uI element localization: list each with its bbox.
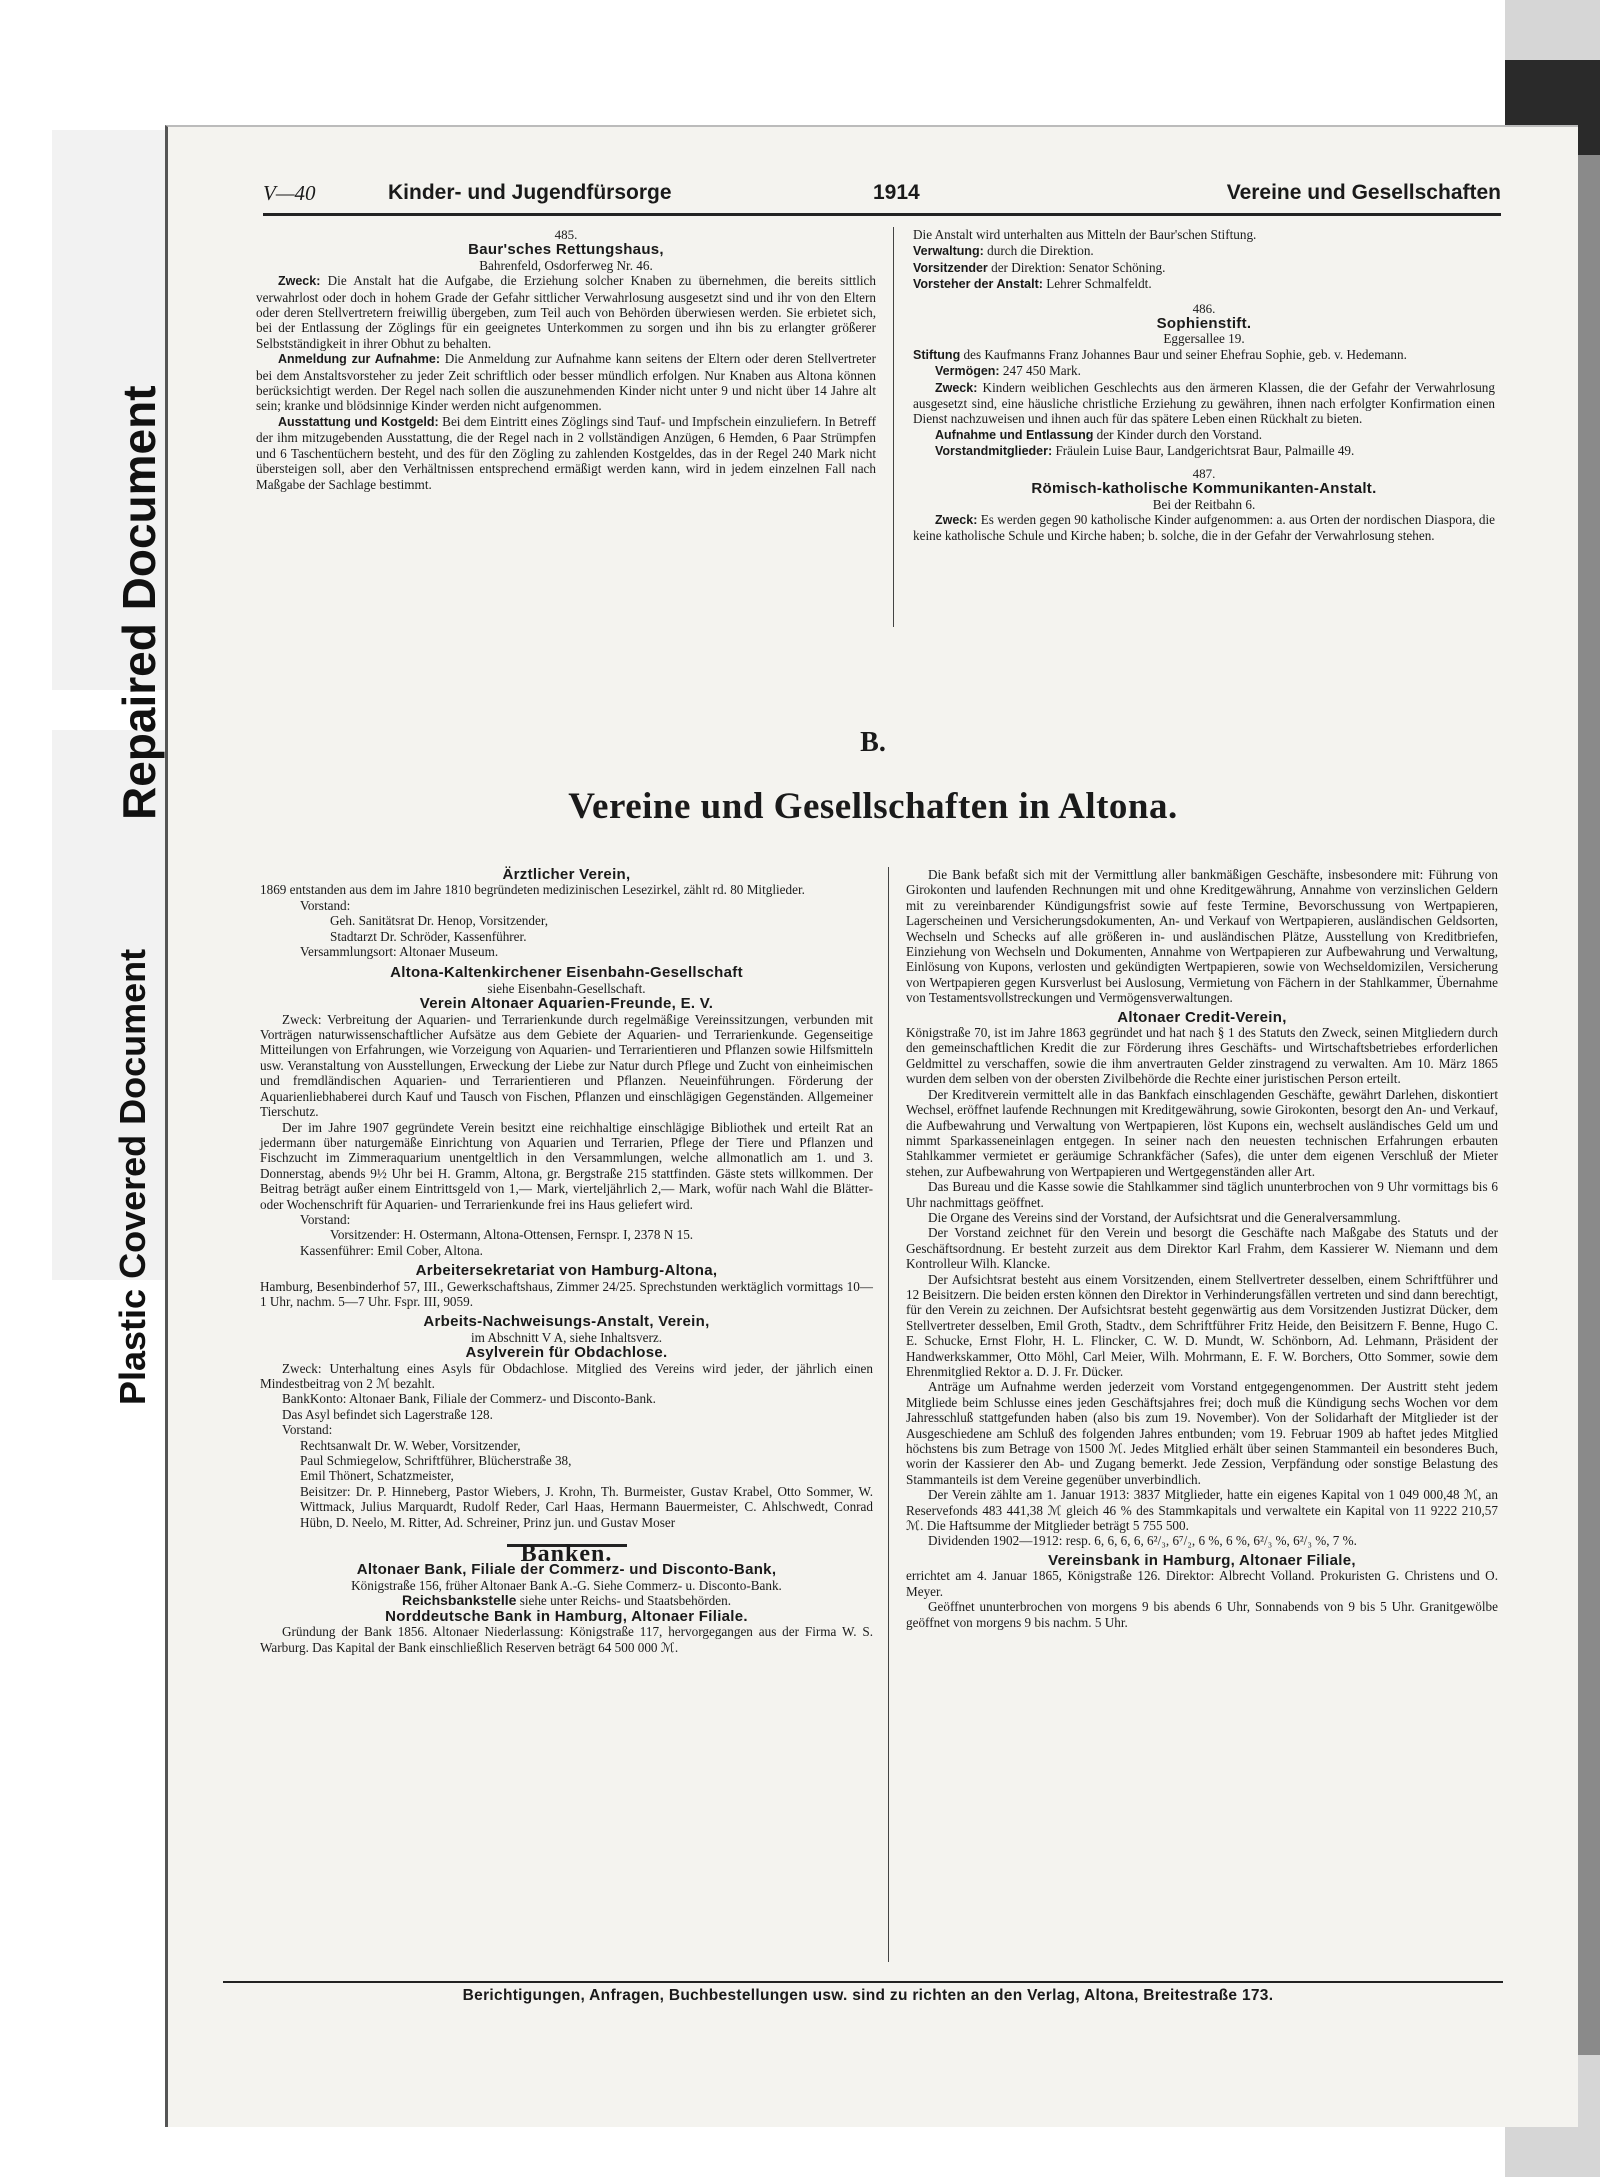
entry-address: Eggersallee 19. [1163,331,1245,347]
paragraph: Vorstandmitglieder: Fräulein Luise Baur, Landgerichtsrat Baur, Palmaille 49. [935,443,1355,459]
paragraph: Vorsitzender der Direktion: Senator Schöning. [913,259,1166,275]
entry-title: Altonaer Credit-Verein, [1117,1008,1287,1026]
member-line: Stadtarzt Dr. Schröder, Kassenführer. [330,928,527,944]
entry-title: Verein Altonaer Aquarien-Freunde, E. V. [419,995,714,1013]
paragraph: Die Bank befaßt sich mit der Vermittlung aller bankmäßigen Geschäfte, insbesondere mit: Führung von Girokonten und laufenden Rechnungen mit und ohne Kreditgewährung, Annahme von verzinslichen Geldern mit zu vereinbarender Kündigungsfrist sowie auf feste Termine, Bevorschussung von Wertpapieren, Lagerscheinen und Versicherungsdokumenten, An- und Verkauf von Wertpapieren, ausländischen Geldsorten, Wechseln und Schecks auf alle größeren in- und ausländischen Plätze, Ausstellung von Kreditbriefen, Einziehung von Wechseln und Dokumenten, Annahme von Wertpapieren zur Aufbewahrung und Verwaltung, Einlösung von Kupons, verlosten und gekündigten Wertpapieren, sowie von Wechseldomizilen, Versicherung von Wertpapieren gegen Kursverlust bei Auslosung, Vermietung von Fächern in der Stahlkammer, Übernahme von Testamentsvollstreckungen und Vermögensverwaltungen. [906,867,1498,1006]
paragraph: Aufnahme und Entlassung der Kinder durch den Vorstand. [935,426,1263,442]
entry-title: Vereinsbank in Hamburg, Altonaer Filiale, [1048,1551,1356,1569]
repaired-document-label: Repaired Document [113,385,165,820]
paragraph: Anträge um Aufnahme werden jederzeit vom Vorstand entgegengenommen. Der Austritt steht jedem Mitgliede beim Schlusse eines jeden Geschäftsjahres frei; doch muß die Kündigung sechs Wochen vor dem Jahresschluß stattgefunden haben (also bis zum 19. November). Von der Solidarhaft der Mitglieder ist der Ausgeschiedene am Schluß des folgenden Jahres entbunden; vom 19. Februar 1909 ab haftet jedes Mitglied höchstens bis zum Betrage von 1500 ℳ. Jedes Mitglied erhält über seinen Stammanteil ein besonderes Buch, worin der Kassierer den Ab- und Zugang bemerkt. Jede Zession, Verpfändung oder sonstige Belastung des Stammanteils ist dem Vereine gegenüber unverbindlich. [906,1379,1498,1487]
paragraph: Anmeldung zur Aufnahme: Die Anmeldung zur Aufnahme kann seitens der Eltern oder deren Stellvertreter bei dem Anstaltsvorsteher zu jeder Zeit schriftlich oder besser mündlich erfolgen. Nur Knaben aus Altona können berücksichtigt werden. Der Regel nach sollen die auszunehmenden Kinder nicht unter 9 und nicht über 14 Jahre alt sein; kranke und blödsinnige Kinder werden nicht aufgenommen. [256,351,876,414]
paragraph: Der Kreditverein vermittelt alle in das Bankfach einschlagenden Geschäfte, gewährt Darlehen, diskontiert Wechsel, eröffnet laufende Rechnungen mit Kreditgewährung, sowie Girokonten, besorgt den An- und Verkauf, die Aufbewahrung und Verwaltung von Wertpapieren, löst Kupons ein, wechselt ausländisches Geld um und nimmt Sparkasseneinlagen entgegen. In seiner nach den neuesten technischen Erfahrungen erbauten Stahlkammer vermietet er geräumige Schrankfächer (Safes), die unter dem eigenen Verschluß der Mieter stehen, zur Aufbewahrung von Wertpapieren und Wertgegenständen aller Art. [906,1086,1498,1179]
paragraph: Das Bureau und die Kasse sowie die Stahlkammer sind täglich ununterbrochen von 9 Uhr vormittags bis 6 Uhr nachmittags geöffnet. [906,1179,1498,1210]
entry-title: Norddeutsche Bank in Hamburg, Altonaer Filiale. [385,1607,748,1625]
vorstand-label: Vorstand: [300,1211,351,1227]
entry-title: Sophienstift. [1156,315,1252,333]
entry-title: Asylverein für Obdachlose. [465,1344,668,1362]
entry-address: Bei der Reitbahn 6. [1152,496,1256,512]
member-line: Geh. Sanitätsrat Dr. Henop, Vorsitzender, [330,913,548,929]
paragraph: Der Verein zählte am 1. Januar 1913: 3837 Mitglieder, hatte ein eigenes Kapital von 1 049 000,48 ℳ, an Reservefonds 483 441,38 ℳ gleich 46 % des Stammkapitals und verwaltete ein Kapital von 11 9222 210,57 ℳ. Die Haftsumme der Mitglieder beträgt 5 755 500. [906,1487,1498,1534]
paragraph: Geöffnet ununterbrochen von morgens 9 bis abends 6 Uhr, Sonnabends von 9 bis 5 Uhr. Granitgewölbe geöffnet von morgens 9 bis nachm. 5 Uhr. [906,1599,1498,1630]
member-line: Rechtsanwalt Dr. W. Weber, Vorsitzender, [300,1437,521,1453]
archive-banner [0,130,172,1405]
top-left-column [256,227,876,492]
section-letter: B. [860,727,886,758]
paragraph: Versammlungsort: Altonaer Museum. [300,944,499,960]
entry-title: Altona-Kaltenkirchener Eisenbahn-Gesellschaft [390,964,743,982]
paragraph: Der Vorstand zeichnet für den Verein und besorgt die Geschäfte nach Maßgabe des Statuts und der Geschäftsordnung. Er besteht zurzeit aus dem Direktor Karl Frahm, dem Kassierer W. Niemann und dem Kontrolleur Wilh. Klancke. [906,1225,1498,1272]
footer-notice: Berichtigungen, Anfragen, Buchbestellungen usw. sind zu richten an den Verlag, Altona, Breitestraße 173. [462,1987,1274,2004]
entry-subtitle: im Abschnitt V A, siehe Inhaltsverz. [470,1329,663,1345]
member-line: Kassenführer: Emil Cober, Altona. [300,1242,483,1258]
paragraph: Dividenden 1902—1912: resp. 6, 6, 6, 6, 6²/₃, 6⁷/₂, 6 %, 6 %, 6²/₃ %, 6²/₃ %, 7 %. [928,1533,1357,1549]
document-page [165,125,1578,2127]
top-right-column [913,227,1495,544]
paragraph: Hamburg, Besenbinderhof 57, III., Gewerkschaftshaus, Zimmer 24/25. Sprechstunden werktäglich vormittags 10—1 Uhr, nachm. 5—7 Uhr. Fspr. III, 9059. [260,1278,873,1309]
paragraph: Gründung der Bank 1856. Altonaer Niederlassung: Königstraße 117, hervorgegangen aus der Firma W. S. Warburg. Das Kapital der Bank einschließlich Reserven beträgt 64 500 000 ℳ. [260,1624,873,1655]
header-year: 1914 [873,181,920,204]
header-right-title: Vereine und Gesellschaften [1226,181,1501,204]
reichsbank-line: Reichsbankstelle siehe unter Reichs- und Staatsbehörden. [402,1592,731,1609]
paragraph: 1869 entstanden aus dem im Jahre 1810 begründeten medizinischen Lesezirkel, zählt rd. 80 Mitglieder. [260,882,805,898]
paragraph: Das Asyl befindet sich Lagerstraße 128. [282,1406,493,1422]
entry-title: Arbeitersekretariat von Hamburg-Altona, [415,1262,718,1280]
entry-address: Bahrenfeld, Osdorferweg Nr. 46. [479,257,653,273]
paragraph: Die Organe des Vereins sind der Vorstand, der Aufsichtsrat und die Generalversammlung. [928,1209,1401,1225]
paragraph: Zweck: Kindern weiblichen Geschlechts aus den ärmeren Klassen, die der Gefahr der Verwahrlosung ausgesetzt sind, eine häusliche christliche Erziehung zu gewähren, ihnen nach erfolgter Konfirmation einen Dienst nachzuweisen und ihnen auch für das spätere Leben einen Rückhalt zu bieten. [913,379,1495,427]
paragraph: Vorsteher der Anstalt: Lehrer Schmalfeldt. [913,276,1152,292]
bottom-right-column [906,867,1498,1630]
paragraph: Der im Jahre 1907 gegründete Verein besitzt eine reichhaltige einschlägige Bibliothek und erteilt Rat an jedermann über naturgemäße Einrichtung von Aquarien und Terrarien, Pflege der Tiere und Pflanzen und Fischzucht im Zimmeraquarium unentgeltlich in den Versammlungen, welche allmonatlich am 1. und 3. Donnerstag, abends 9½ Uhr bei H. Gramm, Altona, gr. Bergstraße 215 stattfinden. Gäste stets willkommen. Der Beitrag beträgt außer einem Eintrittsgeld von 1,— Mark, vierteljährlich 2,— Mark, wofür nach Wahl die Blätter- oder Wochenschrift für Aquarien- und Terrarienkunde frei ins Haus geliefert wird. [260,1119,873,1212]
entry-number: 486. [1192,300,1216,316]
paragraph: Stiftung des Kaufmanns Franz Johannes Baur und seiner Ehefrau Sophie, geb. v. Hedemann. [913,346,1407,362]
member-line: Emil Thönert, Schatzmeister, [300,1468,454,1484]
footer-rule [223,1981,1503,1983]
page-header [263,181,1501,211]
column-divider [888,867,889,1962]
paragraph: Die Anstalt wird unterhalten aus Mitteln der Baur'schen Stiftung. [913,227,1257,242]
paragraph: Zweck: Es werden gegen 90 katholische Kinder aufgenommen: a. aus Orten der nordischen Diaspora, die keine katholische Schule und Kirche haben; b. solche, die in der Gefahr der Verwahrlosung stehen. [913,511,1495,544]
member-line: Paul Schmiegelow, Schriftführer, Blücherstraße 38, [300,1453,572,1469]
paragraph: Der Aufsichtsrat besteht aus einem Vorsitzenden, einem Stellvertreter desselben, einem Schriftführer und 12 Beisitzern. Die beiden ersten können den Direktor in Verhinderungsfällen vertreten und sind dann berechtigt, für den Verein zu zeichnen. Der Aufsichtsrat besteht gegenwärtig aus dem Vorsitzenden Justizrat Dücker, dem Stellvertreter desselben, Emil Groth, Stadtv., dem Schriftführer Fritz Heide, den Beisitzern F. Benne, Hugo C. E. Schucke, Ernst Flohr, H. L. Flincker, C. W. D. Mundt, W. Schönborn, Ad. Lehmann, Präsident der Handwerkskammer, Otto Möhl, Carl Meier, Wilh. Mohrmann, E. F. W. Borchers, Otto Sommer, sowie dem Ehrenmitglied Rektor a. D. J. Fr. Dücker. [906,1271,1498,1379]
paragraph: errichtet am 4. Januar 1865, Königstraße 126. Direktor: Albrecht Volland. Prokuristen G. Christens und O. Meyer. [906,1568,1498,1599]
entry-title: Altonaer Bank, Filiale der Commerz- und Disconto-Bank, [356,1561,777,1579]
column-divider [893,227,894,627]
header-rule [263,213,1501,216]
entry-title: Baur'sches Rettungshaus, [468,241,664,259]
paragraph: Zweck: Unterhaltung eines Asyls für Obdachlose. Mitglied des Vereins wird jeder, der jährlich einen Mindestbeitrag von 2 ℳ bezahlt. [260,1360,873,1391]
entry-title: Römisch-katholische Kommunikanten-Anstalt. [1031,480,1377,498]
entry-number: 487. [1192,465,1216,481]
page-number: V—40 [263,181,316,205]
paragraph: BankKonto: Altonaer Bank, Filiale der Commerz- und Disconto-Bank. [282,1391,656,1407]
entry-subtitle: siehe Eisenbahn-Gesellschaft. [487,980,646,996]
paragraph: Königstraße 70, ist im Jahre 1863 gegründet und hat nach § 1 des Statuts den Zweck, seinen Mitgliedern durch den gemeinschaftlichen Kredit die zur Förderung ihres Geschäfts- und Wirtschaftsbetriebes erforderlichen Geldmittel zu verschaffen, sowie die ihm anvertrauten Gelder zinstragend zu verwalten. Am 10. März 1865 wurden dem selben von der obersten Zivilbehörde die Rechte einer juristischen Person erteilt. [906,1025,1498,1087]
entry-title: Ärztlicher Verein, [502,866,631,883]
paragraph: Vermögen: 247 450 Mark. [935,363,1081,379]
vorstand-label: Vorstand: [282,1422,333,1438]
banken-heading: Banken. [520,1541,613,1568]
plastic-covered-label: Plastic Covered Document [112,948,153,1405]
header-left-title: Kinder- und Jugendfürsorge [388,181,672,204]
bottom-left-column [260,867,873,1655]
paragraph: Verwaltung: durch die Direktion. [913,243,1094,259]
member-line: Vorsitzender: H. Ostermann, Altona-Ottensen, Fernspr. I, 2378 N 15. [330,1227,694,1243]
member-line: Beisitzer: Dr. P. Hinneberg, Pastor Wiebers, J. Krohn, Th. Burmeister, Gustav Krabel, Otto Sommer, W. Wittmack, Julius Marquardt, Rudolf Reder, Carl Haas, Hermann Bauermeister, C. Ahlschwedt, Conrad Hübn, D. Neelo, M. Ritter, Ad. Schreiner, Prinz jun. und Gustav Moser [300,1483,873,1530]
paragraph: Ausstattung und Kostgeld: Bei dem Eintritt eines Zöglings sind Tauf- und Impfschein einzuliefern. In Betreff der ihm mitzugebenden Ausstattung, die der Regel nach in 2 vollständigen Anzügen, 6 Hemden, 6 Paar Strümpfen und 6 Taschentüchern besteht, und des für den Zögling zu zahlenden Kostgeldes, das in der Regel 240 Mark nicht übersteigen soll, aber den Verhältnissen entsprechend ermäßigt werden kann, wird in jedem einzelnen Fall nach Maßgabe der Sachlage bestimmt. [256,413,876,492]
entry-number: 485. [554,227,578,242]
entry-title: Arbeits-Nachweisungs-Anstalt, Verein, [423,1313,710,1331]
section-title: Vereine und Gesellschaften in Altona. [568,786,1178,827]
paragraph: Zweck: Die Anstalt hat die Aufgabe, die Erziehung solcher Knaben zu übernehmen, die bereits sittlich verwahrlost oder doch in hohem Grade der Gefahr sittlicher Verwahrlosung ausgesetzt sind und ihr von den Eltern oder deren Stellvertretern freiwillig übergeben, zum Teil auch von Behörden überwiesen werden. Sie erbietet sich, bei der Entlassung der Zöglings für ein geeignetes Unterkommen zu sorgen und ihn bis zu erlangter größerer Selbstständigkeit in ihrer Obhut zu behalten. [256,273,876,351]
entry-subtitle: Königstraße 156, früher Altonaer Bank A.-G. Siehe Commerz- u. Disconto-Bank. [351,1577,782,1593]
paragraph: Zweck: Verbreitung der Aquarien- und Terrarienkunde durch regelmäßige Vereinssitzungen, verbunden mit Vorträgen naturwissenschaftlicher Aufsätze aus dem Gebiete der Aquarien- und Terrarienkunde. Gegenseitige Mitteilungen von Erfahrungen, wie Vorzeigung von Aquarien- und Terrarientieren und Pflanzen sowie Hilfsmitteln usw. Veranstaltung von Ausstellungen, Erweckung der Liebe zur Natur durch Pflege und Zucht von einheimischen und fremdländischen Aquarien- und Terrarientieren und Pflanzen. Neueinführungen. Förderung der Aquarienliebhaberei durch Kauf und Tausch von Fischen, Pflanzen und einschlägigen Gegenständen. Allgemeiner Tierschutz. [260,1011,873,1120]
vorstand-label: Vorstand: [300,897,351,913]
